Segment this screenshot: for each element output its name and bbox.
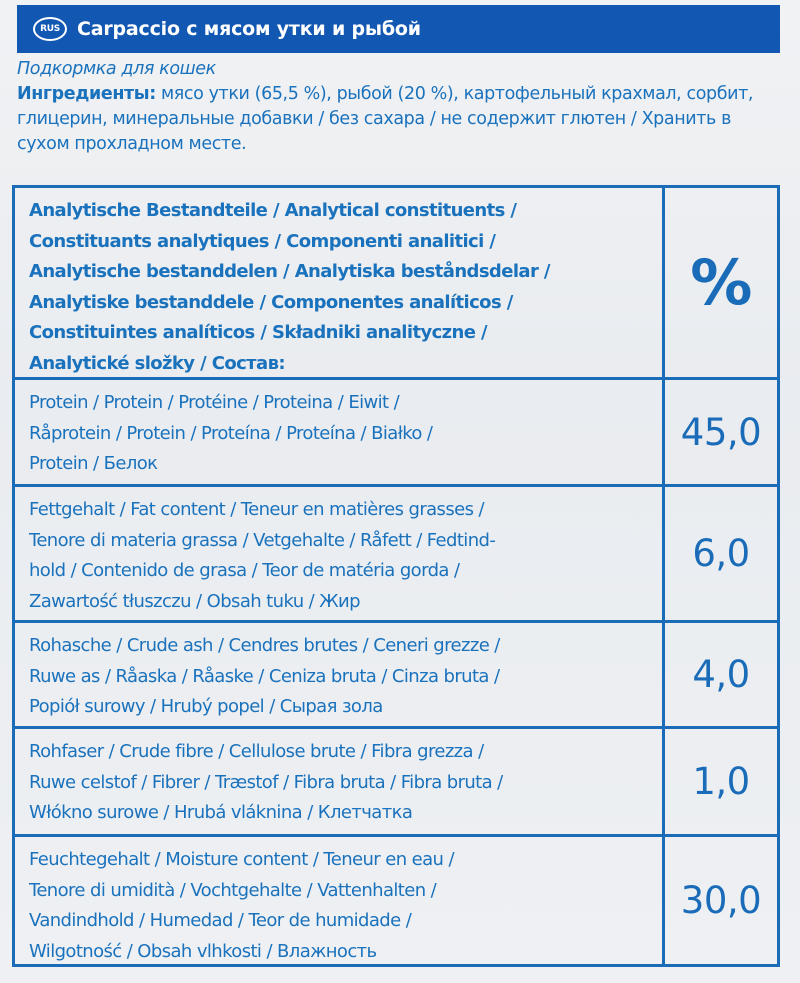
row-label-cell xyxy=(15,487,665,620)
row-label-line: Popiół surowy / Hrubý popel / Сырая зола xyxy=(29,696,383,717)
ingredients-label: Ингредиенты: xyxy=(17,84,156,104)
moisture-content-value: 30,0 xyxy=(680,879,762,922)
table-row-crude-fibre xyxy=(15,726,777,834)
header-label-line: Analytische Bestandteile / Analytical constituents / xyxy=(29,200,517,221)
row-label-cell xyxy=(15,729,665,834)
row-label-line: Ruwe as / Råaska / Råaske / Ceniza bruta / Cinza bruta / xyxy=(29,665,500,687)
header-label-line: Analytické složky / Состав: xyxy=(29,352,285,374)
row-label-line: Feuchtegehalt / Moisture content / Teneur en eau / xyxy=(29,849,454,870)
rus-language-badge: RUS xyxy=(33,17,67,41)
header-label-cell xyxy=(15,188,665,377)
header-label-line: Constituintes analíticos / Składniki analityczne / xyxy=(29,322,487,343)
row-label-line: hold / Contenido de grasa / Teor de matéria gorda / xyxy=(29,560,460,581)
product-description xyxy=(17,57,787,157)
fat-content-value: 6,0 xyxy=(692,532,750,575)
product-title-banner xyxy=(17,5,780,53)
ingredients-text: мясо утки (65,5 %), рыбой (20 %), картофельный крахмал, сорбит, глицерин, минеральные добавки / без сахара / не содержит глютен / Хранить в сухом прохладном месте. xyxy=(17,84,754,154)
ingredients-paragraph xyxy=(17,82,787,157)
row-label-line: Rohasche / Crude ash / Cendres brutes / Ceneri grezze / xyxy=(29,635,500,656)
table-row-crude-ash xyxy=(15,620,777,726)
row-label-line: Rohfaser / Crude fibre / Cellulose brute / Fibra grezza / xyxy=(29,741,484,762)
crude-ash-value: 4,0 xyxy=(692,653,750,696)
row-label-line: Fettgehalt / Fat content / Teneur en matières grasses / xyxy=(29,499,484,520)
product-title: Carpaccio с мясом утки и рыбой xyxy=(77,18,421,40)
header-label-line: Constituants analytiques / Componenti analitici / xyxy=(29,230,496,252)
row-label-line: Wilgotność / Obsah vlhkosti / Влажность xyxy=(29,940,377,962)
row-label-line: Włókno surowe / Hrubá vláknina / Клетчатка xyxy=(29,802,413,823)
table-row-protein xyxy=(15,377,777,484)
product-subtitle: Подкормка для кошек xyxy=(17,59,216,79)
analytical-constituents-table xyxy=(12,185,780,967)
row-label-line: Protein / Protein / Protéine / Proteina / Eiwit / xyxy=(29,392,400,413)
header-label-line: Analytiske bestanddele / Componentes analíticos / xyxy=(29,291,513,313)
table-header-row xyxy=(15,188,777,377)
table-row-moisture-content xyxy=(15,834,777,964)
row-label-cell xyxy=(15,837,665,964)
protein-value: 45,0 xyxy=(680,410,762,454)
row-label-line: Vandindhold / Humedad / Teor de humidade / xyxy=(29,910,412,931)
row-label-line: Protein / Белок xyxy=(29,453,158,474)
percent-unit-header: % xyxy=(690,246,752,319)
row-label-cell xyxy=(15,380,665,484)
row-label-line: Råprotein / Protein / Proteína / Proteína / Białko / xyxy=(29,422,433,444)
header-label-line: Analytische bestanddelen / Analytiska beståndsdelar / xyxy=(29,261,550,282)
row-label-line: Tenore di materia grassa / Vetgehalte / Råfett / Fedtind- xyxy=(29,529,496,551)
row-label-line: Zawartość tłuszczu / Obsah tuku / Жир xyxy=(29,590,360,612)
row-label-line: Tenore di umidità / Vochtgehalte / Vattenhalten / xyxy=(29,879,437,901)
row-label-cell xyxy=(15,623,665,726)
row-label-line: Ruwe celstof / Fibrer / Træstof / Fibra bruta / Fibra bruta / xyxy=(29,771,503,793)
table-row-fat-content xyxy=(15,484,777,620)
crude-fibre-value: 1,0 xyxy=(692,760,750,803)
